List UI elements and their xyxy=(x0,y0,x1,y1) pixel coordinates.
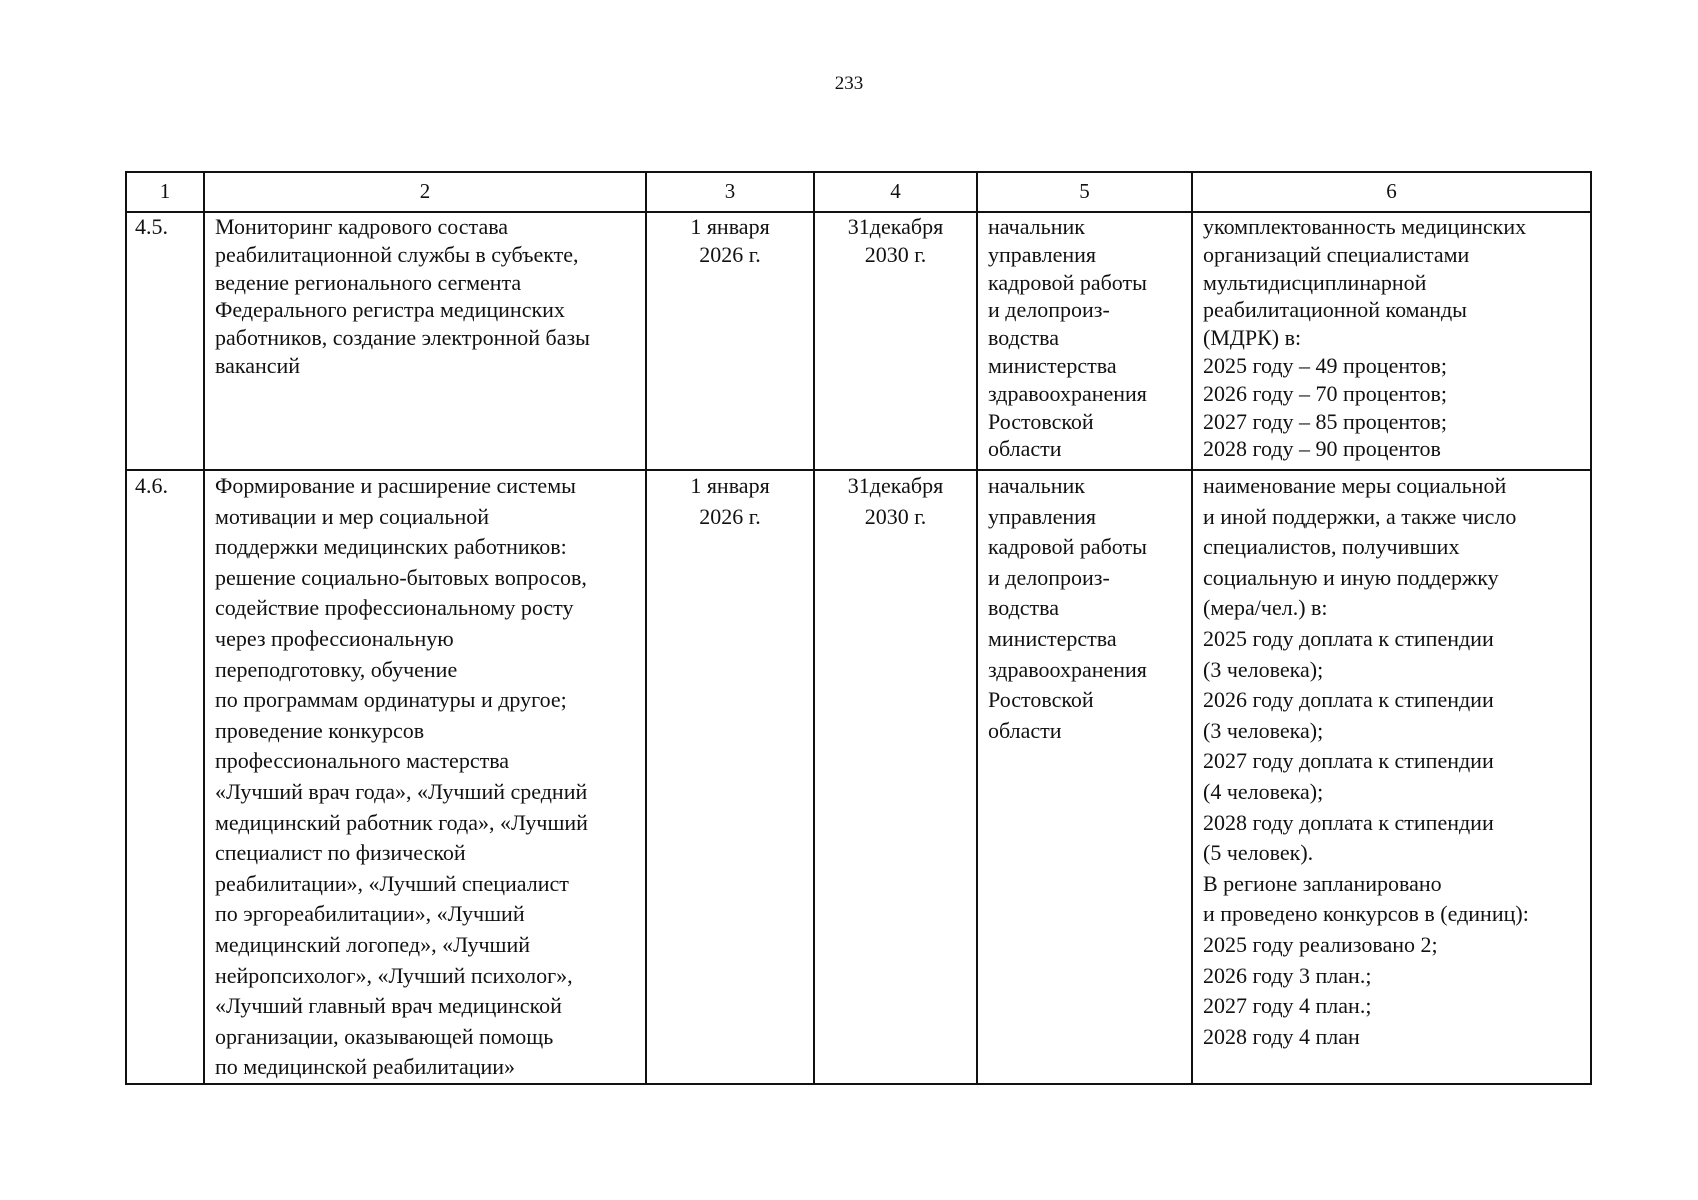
cell-line: 2026 г. xyxy=(699,241,761,267)
cell-line: нейропсихолог», «Лучший психолог», xyxy=(215,962,573,988)
cell-line: 31декабря xyxy=(847,473,944,498)
row-number-cell: 4.5. xyxy=(126,212,204,470)
cell-line: реабилитации», «Лучший специалист xyxy=(215,870,569,896)
cell-line: управления xyxy=(988,503,1097,529)
cell-line: решение социально-бытовых вопросов, xyxy=(215,564,587,590)
cell-line: 1 января xyxy=(690,214,770,239)
event-cell xyxy=(204,212,646,470)
cell-line: водства xyxy=(988,325,1060,351)
cell-line: мультидисциплинарной xyxy=(1203,269,1427,295)
cell-line: 2025 году доплата к стипендии xyxy=(1203,625,1494,651)
cell-line: 2028 году – 90 процентов xyxy=(1203,436,1441,462)
cell-line: 2030 г. xyxy=(864,503,927,529)
cell-line: реабилитационной службы в субъекте, xyxy=(215,241,579,267)
cell-line: «Лучший врач года», «Лучший средний xyxy=(215,778,588,804)
cell-line: В регионе запланировано xyxy=(1203,870,1442,896)
cell-line: (3 человека); xyxy=(1203,717,1324,743)
cell-line: министерства xyxy=(988,625,1117,651)
cell-line: наименование меры социальной xyxy=(1203,473,1507,498)
cell-line: начальник xyxy=(988,473,1085,498)
measures-table xyxy=(125,171,1592,1085)
cell-line: работников, создание электронной базы xyxy=(215,325,590,351)
table-row xyxy=(126,212,1591,470)
cell-line: кадровой работы xyxy=(988,534,1147,560)
event-cell xyxy=(204,470,646,1084)
result-cell xyxy=(1192,470,1591,1084)
cell-line: (4 человека); xyxy=(1203,778,1324,804)
cell-line: области xyxy=(988,717,1062,743)
table-row xyxy=(126,470,1591,1084)
cell-line: 2028 году 4 план xyxy=(1203,1023,1360,1049)
cell-line: Федерального регистра медицинских xyxy=(215,297,565,323)
cell-line: 31декабря xyxy=(847,214,944,239)
cell-line: (3 человека); xyxy=(1203,656,1324,682)
cell-line: Формирование и расширение системы xyxy=(215,473,576,498)
cell-line: 2026 г. xyxy=(699,503,761,529)
cell-line: мотивации и мер социальной xyxy=(215,503,489,529)
cell-line: медицинский работник года», «Лучший xyxy=(215,809,588,835)
page-number: 233 xyxy=(834,73,864,94)
cell-line: 1 января xyxy=(690,473,770,498)
result-cell xyxy=(1192,212,1591,470)
cell-line: (МДРК) в: xyxy=(1203,325,1302,351)
end-date-cell xyxy=(814,470,977,1084)
cell-line: «Лучший главный врач медицинской xyxy=(215,993,562,1019)
cell-line: ведение регионального сегмента xyxy=(215,269,522,295)
cell-line: специалист по физической xyxy=(215,840,466,866)
cell-line: по программам ординатуры и другое; xyxy=(215,687,567,713)
cell-line: по медицинской реабилитации» xyxy=(215,1054,516,1080)
cell-line: и делопроиз- xyxy=(988,564,1110,590)
cell-line: 2026 году доплата к стипендии xyxy=(1203,687,1494,713)
end-date-cell xyxy=(814,212,977,470)
cell-line: 2025 году реализовано 2; xyxy=(1203,931,1438,957)
cell-line: 2028 году доплата к стипендии xyxy=(1203,809,1494,835)
cell-line: через профессиональную xyxy=(215,625,454,651)
cell-line: 2027 году доплата к стипендии xyxy=(1203,748,1494,774)
cell-line: здравоохранения xyxy=(988,656,1147,682)
cell-line: Мониторинг кадрового состава xyxy=(215,214,509,239)
cell-line: здравоохранения xyxy=(988,380,1147,406)
cell-line: проведение конкурсов xyxy=(215,717,425,743)
cell-line: водства xyxy=(988,595,1060,621)
start-date-cell xyxy=(646,470,814,1084)
responsible-cell xyxy=(977,212,1192,470)
cell-line: 2030 г. xyxy=(864,241,927,267)
cell-line: социальную и иную поддержку xyxy=(1203,564,1499,590)
cell-line: специалистов, получивших xyxy=(1203,534,1460,560)
cell-line: 2026 году 3 план.; xyxy=(1203,962,1372,988)
cell-line: 2027 году – 85 процентов; xyxy=(1203,408,1447,434)
header-cell-6: 6 xyxy=(1192,172,1591,212)
cell-line: переподготовку, обучение xyxy=(215,656,458,682)
cell-line: вакансий xyxy=(215,352,301,378)
cell-line: министерства xyxy=(988,352,1117,378)
cell-line: поддержки медицинских работников: xyxy=(215,534,567,560)
header-cell-1: 1 xyxy=(126,172,204,212)
cell-line: реабилитационной команды xyxy=(1203,297,1467,323)
responsible-cell xyxy=(977,470,1192,1084)
header-cell-2: 2 xyxy=(204,172,646,212)
cell-line: (мера/чел.) в: xyxy=(1203,595,1328,621)
cell-line: Ростовской xyxy=(988,408,1094,434)
cell-line: организаций специалистами xyxy=(1203,241,1470,267)
row-number-cell: 4.6. xyxy=(126,470,204,1084)
header-cell-4: 4 xyxy=(814,172,977,212)
table-header-row xyxy=(126,172,1591,212)
cell-line: и делопроиз- xyxy=(988,297,1110,323)
cell-line: медицинский логопед», «Лучший xyxy=(215,931,531,957)
cell-line: профессионального мастерства xyxy=(215,748,510,774)
header-cell-3: 3 xyxy=(646,172,814,212)
cell-line: 2027 году 4 план.; xyxy=(1203,993,1372,1019)
cell-line: и иной поддержки, а также число xyxy=(1203,503,1517,529)
cell-line: области xyxy=(988,436,1062,462)
cell-line: содействие профессиональному росту xyxy=(215,595,574,621)
cell-line: по эргореабилитации», «Лучший xyxy=(215,901,525,927)
cell-line: начальник xyxy=(988,214,1085,239)
cell-line: управления xyxy=(988,241,1097,267)
cell-line: организации, оказывающей помощь xyxy=(215,1023,554,1049)
cell-line: (5 человек). xyxy=(1203,840,1314,866)
header-cell-5: 5 xyxy=(977,172,1192,212)
start-date-cell xyxy=(646,212,814,470)
cell-line: и проведено конкурсов в (единиц): xyxy=(1203,901,1529,927)
cell-line: укомплектованность медицинских xyxy=(1203,214,1527,239)
cell-line: кадровой работы xyxy=(988,269,1147,295)
cell-line: 2025 году – 49 процентов; xyxy=(1203,352,1447,378)
cell-line: 2026 году – 70 процентов; xyxy=(1203,380,1447,406)
cell-line: Ростовской xyxy=(988,687,1094,713)
